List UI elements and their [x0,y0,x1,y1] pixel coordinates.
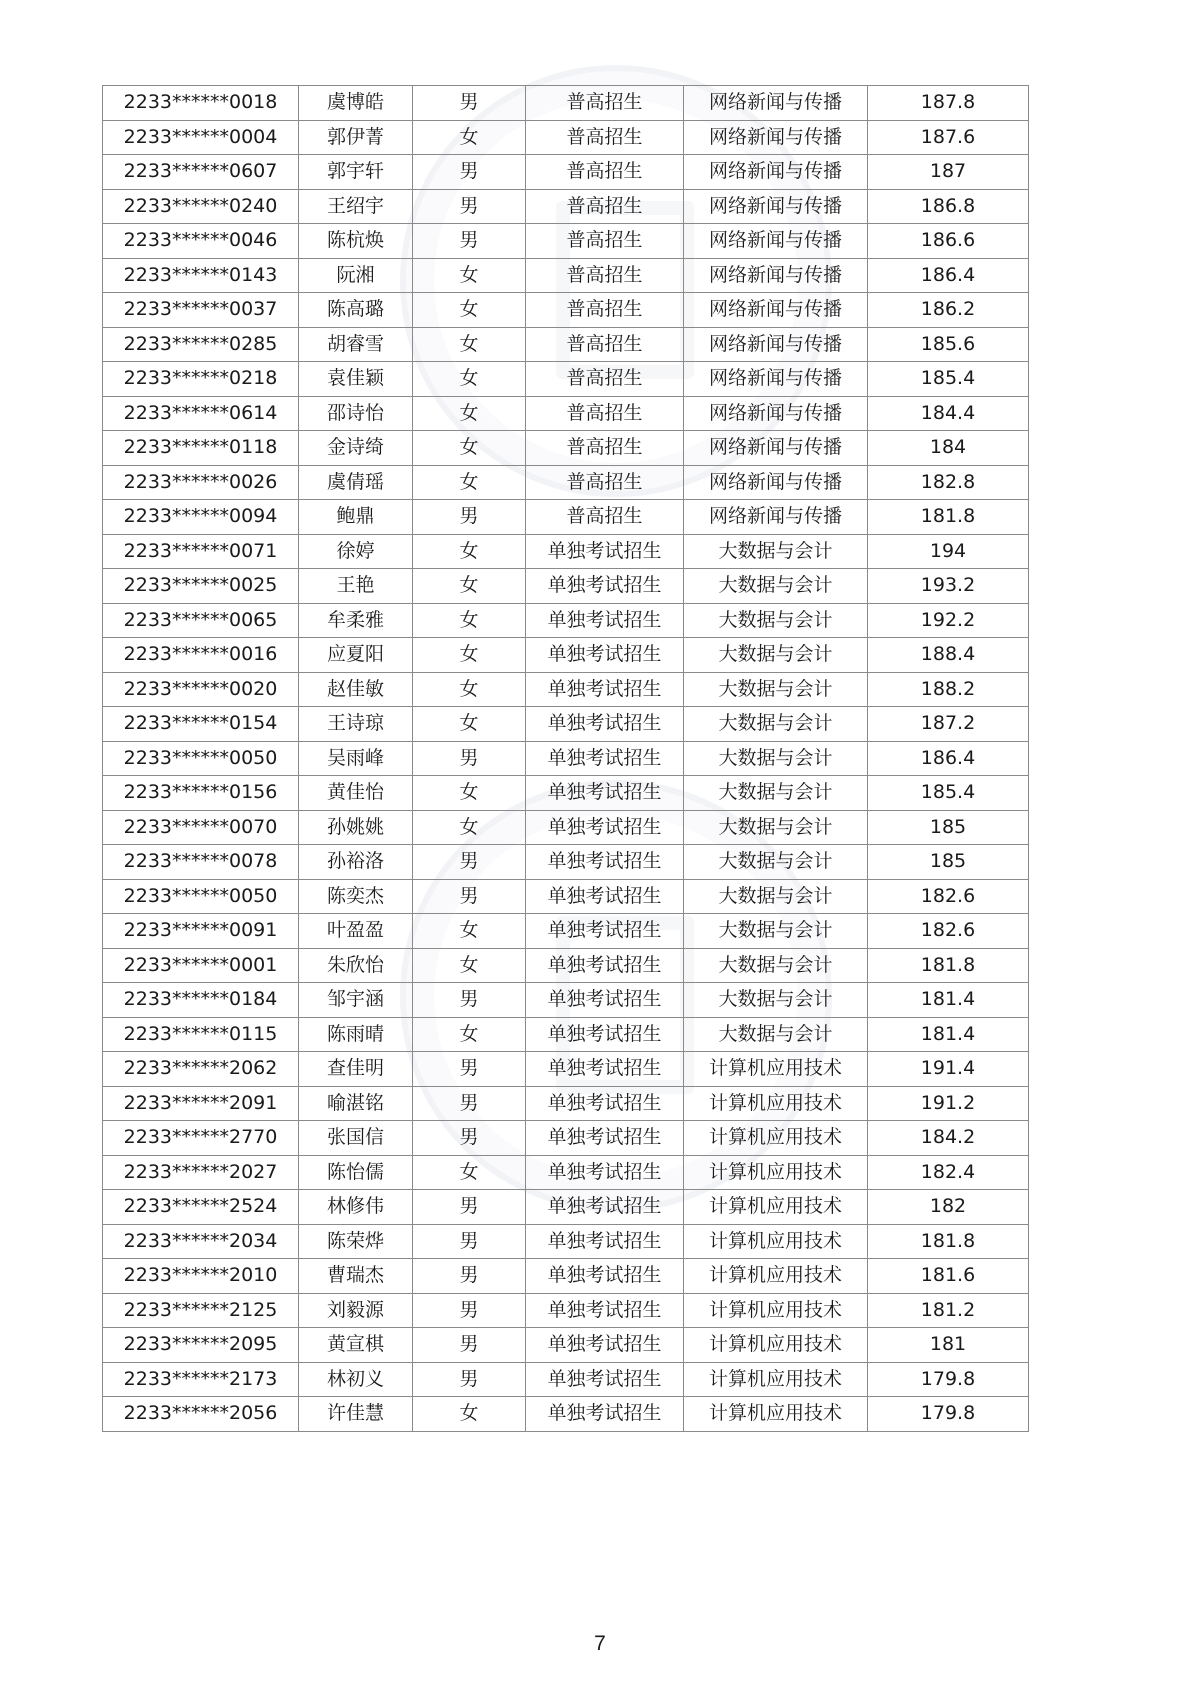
name-cell: 黄佳怡 [299,776,413,811]
score-cell: 186.4 [868,258,1029,293]
candidate-id-cell: 2233******0071 [103,534,299,569]
table-row [103,1224,1029,1259]
gender-cell: 女 [413,327,526,362]
candidate-id-cell: 2233******0240 [103,189,299,224]
candidate-id-cell: 2233******0016 [103,638,299,673]
major-cell: 大数据与会计 [684,776,868,811]
major-cell: 计算机应用技术 [684,1397,868,1432]
admission-type-cell: 单独考试招生 [526,707,684,742]
gender-cell: 男 [413,879,526,914]
name-cell: 金诗绮 [299,431,413,466]
admission-type-cell: 单独考试招生 [526,534,684,569]
name-cell: 袁佳颖 [299,362,413,397]
name-cell: 虞倩瑶 [299,465,413,500]
score-cell: 185 [868,845,1029,880]
score-cell: 187.6 [868,120,1029,155]
major-cell: 大数据与会计 [684,810,868,845]
admission-type-cell: 单独考试招生 [526,914,684,949]
major-cell: 网络新闻与传播 [684,362,868,397]
name-cell: 林初义 [299,1362,413,1397]
major-cell: 大数据与会计 [684,948,868,983]
major-cell: 大数据与会计 [684,534,868,569]
gender-cell: 男 [413,224,526,259]
admission-type-cell: 单独考试招生 [526,1397,684,1432]
name-cell: 陈奕杰 [299,879,413,914]
score-cell: 181 [868,1328,1029,1363]
major-cell: 大数据与会计 [684,672,868,707]
score-cell: 185.6 [868,327,1029,362]
candidate-id-cell: 2233******2034 [103,1224,299,1259]
score-cell: 182.4 [868,1155,1029,1190]
score-cell: 184.2 [868,1121,1029,1156]
gender-cell: 男 [413,1362,526,1397]
name-cell: 陈雨晴 [299,1017,413,1052]
major-cell: 网络新闻与传播 [684,293,868,328]
gender-cell: 女 [413,120,526,155]
table-row [103,86,1029,121]
admission-type-cell: 单独考试招生 [526,1328,684,1363]
name-cell: 郭伊菁 [299,120,413,155]
gender-cell: 男 [413,845,526,880]
gender-cell: 女 [413,638,526,673]
admission-roster-table [102,85,1029,1432]
score-cell: 182.6 [868,879,1029,914]
table-row [103,1397,1029,1432]
candidate-id-cell: 2233******2027 [103,1155,299,1190]
major-cell: 网络新闻与传播 [684,465,868,500]
admission-type-cell: 单独考试招生 [526,1362,684,1397]
candidate-id-cell: 2233******0218 [103,362,299,397]
score-cell: 182.8 [868,465,1029,500]
score-cell: 185.4 [868,776,1029,811]
admission-type-cell: 普高招生 [526,362,684,397]
table-row [103,948,1029,983]
major-cell: 计算机应用技术 [684,1293,868,1328]
table-row [103,362,1029,397]
score-cell: 181.8 [868,948,1029,983]
gender-cell: 女 [413,396,526,431]
admission-type-cell: 普高招生 [526,431,684,466]
gender-cell: 女 [413,948,526,983]
major-cell: 计算机应用技术 [684,1224,868,1259]
roster-body [103,86,1029,1432]
admission-type-cell: 普高招生 [526,189,684,224]
major-cell: 计算机应用技术 [684,1190,868,1225]
score-cell: 188.4 [868,638,1029,673]
name-cell: 刘毅源 [299,1293,413,1328]
table-row [103,293,1029,328]
table-row [103,189,1029,224]
gender-cell: 女 [413,293,526,328]
name-cell: 牟柔雅 [299,603,413,638]
major-cell: 大数据与会计 [684,983,868,1018]
candidate-id-cell: 2233******2173 [103,1362,299,1397]
admission-type-cell: 单独考试招生 [526,1190,684,1225]
table-row [103,224,1029,259]
candidate-id-cell: 2233******0607 [103,155,299,190]
score-cell: 181.4 [868,1017,1029,1052]
admission-type-cell: 单独考试招生 [526,1052,684,1087]
table-row [103,1293,1029,1328]
candidate-id-cell: 2233******2524 [103,1190,299,1225]
admission-type-cell: 单独考试招生 [526,810,684,845]
admission-type-cell: 单独考试招生 [526,879,684,914]
candidate-id-cell: 2233******0285 [103,327,299,362]
gender-cell: 男 [413,1190,526,1225]
admission-type-cell: 普高招生 [526,327,684,362]
candidate-id-cell: 2233******0078 [103,845,299,880]
candidate-id-cell: 2233******0184 [103,983,299,1018]
candidate-id-cell: 2233******0091 [103,914,299,949]
table-row [103,155,1029,190]
admission-type-cell: 普高招生 [526,86,684,121]
candidate-id-cell: 2233******0050 [103,741,299,776]
major-cell: 大数据与会计 [684,569,868,604]
admission-type-cell: 单独考试招生 [526,1224,684,1259]
table-row [103,1121,1029,1156]
score-cell: 188.2 [868,672,1029,707]
gender-cell: 女 [413,1397,526,1432]
gender-cell: 男 [413,1224,526,1259]
name-cell: 孙姚姚 [299,810,413,845]
score-cell: 185.4 [868,362,1029,397]
table-row [103,569,1029,604]
major-cell: 网络新闻与传播 [684,86,868,121]
gender-cell: 男 [413,500,526,535]
score-cell: 181.4 [868,983,1029,1018]
name-cell: 王艳 [299,569,413,604]
gender-cell: 女 [413,465,526,500]
gender-cell: 男 [413,741,526,776]
admission-type-cell: 单独考试招生 [526,569,684,604]
major-cell: 大数据与会计 [684,1017,868,1052]
score-cell: 187 [868,155,1029,190]
table-row [103,120,1029,155]
candidate-id-cell: 2233******0025 [103,569,299,604]
page-number: 7 [594,1632,606,1655]
gender-cell: 女 [413,914,526,949]
gender-cell: 女 [413,569,526,604]
table-row [103,1328,1029,1363]
major-cell: 计算机应用技术 [684,1362,868,1397]
score-cell: 187.8 [868,86,1029,121]
table-row [103,1190,1029,1225]
admission-type-cell: 单独考试招生 [526,603,684,638]
major-cell: 网络新闻与传播 [684,224,868,259]
name-cell: 曹瑞杰 [299,1259,413,1294]
table-row [103,983,1029,1018]
candidate-id-cell: 2233******2770 [103,1121,299,1156]
major-cell: 网络新闻与传播 [684,396,868,431]
admission-type-cell: 普高招生 [526,224,684,259]
name-cell: 郭宇轩 [299,155,413,190]
name-cell: 黄宣棋 [299,1328,413,1363]
major-cell: 大数据与会计 [684,879,868,914]
name-cell: 许佳慧 [299,1397,413,1432]
name-cell: 鲍鼎 [299,500,413,535]
gender-cell: 男 [413,1086,526,1121]
score-cell: 186.6 [868,224,1029,259]
gender-cell: 男 [413,86,526,121]
candidate-id-cell: 2233******0143 [103,258,299,293]
name-cell: 王诗琼 [299,707,413,742]
candidate-id-cell: 2233******0026 [103,465,299,500]
candidate-id-cell: 2233******0070 [103,810,299,845]
admission-type-cell: 单独考试招生 [526,776,684,811]
candidate-id-cell: 2233******0050 [103,879,299,914]
admission-type-cell: 单独考试招生 [526,1259,684,1294]
gender-cell: 男 [413,155,526,190]
admission-type-cell: 普高招生 [526,293,684,328]
table-row [103,258,1029,293]
candidate-id-cell: 2233******0046 [103,224,299,259]
name-cell: 陈高璐 [299,293,413,328]
gender-cell: 女 [413,1155,526,1190]
admission-type-cell: 单独考试招生 [526,1017,684,1052]
admission-type-cell: 单独考试招生 [526,1293,684,1328]
admission-type-cell: 普高招生 [526,120,684,155]
major-cell: 网络新闻与传播 [684,431,868,466]
major-cell: 计算机应用技术 [684,1121,868,1156]
table-row [103,465,1029,500]
admission-type-cell: 单独考试招生 [526,1155,684,1190]
name-cell: 陈杭焕 [299,224,413,259]
major-cell: 大数据与会计 [684,914,868,949]
admission-type-cell: 单独考试招生 [526,672,684,707]
major-cell: 网络新闻与传播 [684,327,868,362]
table-row [103,1017,1029,1052]
candidate-id-cell: 2233******2010 [103,1259,299,1294]
major-cell: 大数据与会计 [684,845,868,880]
name-cell: 喻湛铭 [299,1086,413,1121]
candidate-id-cell: 2233******0115 [103,1017,299,1052]
major-cell: 计算机应用技术 [684,1328,868,1363]
score-cell: 182.6 [868,914,1029,949]
major-cell: 大数据与会计 [684,741,868,776]
major-cell: 计算机应用技术 [684,1052,868,1087]
table-row [103,1259,1029,1294]
name-cell: 孙裕洛 [299,845,413,880]
name-cell: 应夏阳 [299,638,413,673]
major-cell: 大数据与会计 [684,707,868,742]
major-cell: 网络新闻与传播 [684,120,868,155]
name-cell: 叶盈盈 [299,914,413,949]
table-row [103,914,1029,949]
name-cell: 查佳明 [299,1052,413,1087]
candidate-id-cell: 2233******0037 [103,293,299,328]
table-row [103,638,1029,673]
table-row [103,1086,1029,1121]
table-row [103,845,1029,880]
gender-cell: 女 [413,603,526,638]
score-cell: 181.6 [868,1259,1029,1294]
candidate-id-cell: 2233******0004 [103,120,299,155]
admission-type-cell: 普高招生 [526,465,684,500]
name-cell: 虞博皓 [299,86,413,121]
candidate-id-cell: 2233******0118 [103,431,299,466]
score-cell: 191.4 [868,1052,1029,1087]
candidate-id-cell: 2233******2125 [103,1293,299,1328]
name-cell: 朱欣怡 [299,948,413,983]
score-cell: 187.2 [868,707,1029,742]
major-cell: 计算机应用技术 [684,1259,868,1294]
major-cell: 大数据与会计 [684,603,868,638]
table-row [103,672,1029,707]
name-cell: 胡睿雪 [299,327,413,362]
candidate-id-cell: 2233******2091 [103,1086,299,1121]
major-cell: 网络新闻与传播 [684,258,868,293]
score-cell: 186.2 [868,293,1029,328]
gender-cell: 男 [413,983,526,1018]
score-cell: 181.8 [868,500,1029,535]
gender-cell: 男 [413,1121,526,1156]
admission-type-cell: 单独考试招生 [526,983,684,1018]
gender-cell: 女 [413,672,526,707]
candidate-id-cell: 2233******0018 [103,86,299,121]
score-cell: 185 [868,810,1029,845]
candidate-id-cell: 2233******0094 [103,500,299,535]
table-row [103,879,1029,914]
table-row [103,1052,1029,1087]
name-cell: 张国信 [299,1121,413,1156]
score-cell: 179.8 [868,1397,1029,1432]
table-row [103,810,1029,845]
candidate-id-cell: 2233******2056 [103,1397,299,1432]
name-cell: 邵诗怡 [299,396,413,431]
table-row [103,707,1029,742]
admission-type-cell: 单独考试招生 [526,638,684,673]
score-cell: 192.2 [868,603,1029,638]
admission-type-cell: 单独考试招生 [526,948,684,983]
major-cell: 计算机应用技术 [684,1086,868,1121]
gender-cell: 男 [413,1293,526,1328]
admission-type-cell: 普高招生 [526,155,684,190]
name-cell: 阮湘 [299,258,413,293]
score-cell: 191.2 [868,1086,1029,1121]
name-cell: 邹宇涵 [299,983,413,1018]
score-cell: 194 [868,534,1029,569]
admission-type-cell: 单独考试招生 [526,845,684,880]
candidate-id-cell: 2233******0614 [103,396,299,431]
candidate-id-cell: 2233******0154 [103,707,299,742]
major-cell: 网络新闻与传播 [684,155,868,190]
name-cell: 陈荣烨 [299,1224,413,1259]
candidate-id-cell: 2233******0001 [103,948,299,983]
table-row [103,431,1029,466]
score-cell: 181.2 [868,1293,1029,1328]
gender-cell: 女 [413,431,526,466]
name-cell: 林修伟 [299,1190,413,1225]
gender-cell: 女 [413,362,526,397]
gender-cell: 男 [413,189,526,224]
score-cell: 186.8 [868,189,1029,224]
major-cell: 网络新闻与传播 [684,500,868,535]
gender-cell: 女 [413,258,526,293]
table-row [103,776,1029,811]
table-row [103,603,1029,638]
major-cell: 大数据与会计 [684,638,868,673]
name-cell: 徐婷 [299,534,413,569]
admission-type-cell: 单独考试招生 [526,741,684,776]
major-cell: 网络新闻与传播 [684,189,868,224]
name-cell: 吴雨峰 [299,741,413,776]
table-row [103,741,1029,776]
gender-cell: 男 [413,1328,526,1363]
score-cell: 179.8 [868,1362,1029,1397]
table-row [103,1155,1029,1190]
gender-cell: 女 [413,810,526,845]
gender-cell: 女 [413,1017,526,1052]
score-cell: 193.2 [868,569,1029,604]
candidate-id-cell: 2233******0156 [103,776,299,811]
candidate-id-cell: 2233******0065 [103,603,299,638]
candidate-id-cell: 2233******2095 [103,1328,299,1363]
name-cell: 赵佳敏 [299,672,413,707]
score-cell: 182 [868,1190,1029,1225]
score-cell: 186.4 [868,741,1029,776]
score-cell: 181.8 [868,1224,1029,1259]
name-cell: 王绍宇 [299,189,413,224]
major-cell: 计算机应用技术 [684,1155,868,1190]
gender-cell: 女 [413,776,526,811]
gender-cell: 男 [413,1052,526,1087]
admission-type-cell: 普高招生 [526,500,684,535]
table-row [103,396,1029,431]
name-cell: 陈怡儒 [299,1155,413,1190]
candidate-id-cell: 2233******2062 [103,1052,299,1087]
admission-type-cell: 普高招生 [526,396,684,431]
gender-cell: 男 [413,1259,526,1294]
table-row [103,534,1029,569]
table-row [103,500,1029,535]
table-row [103,327,1029,362]
admission-type-cell: 单独考试招生 [526,1086,684,1121]
admission-type-cell: 普高招生 [526,258,684,293]
table-row [103,1362,1029,1397]
score-cell: 184.4 [868,396,1029,431]
score-cell: 184 [868,431,1029,466]
candidate-id-cell: 2233******0020 [103,672,299,707]
gender-cell: 女 [413,534,526,569]
gender-cell: 女 [413,707,526,742]
admission-type-cell: 单独考试招生 [526,1121,684,1156]
